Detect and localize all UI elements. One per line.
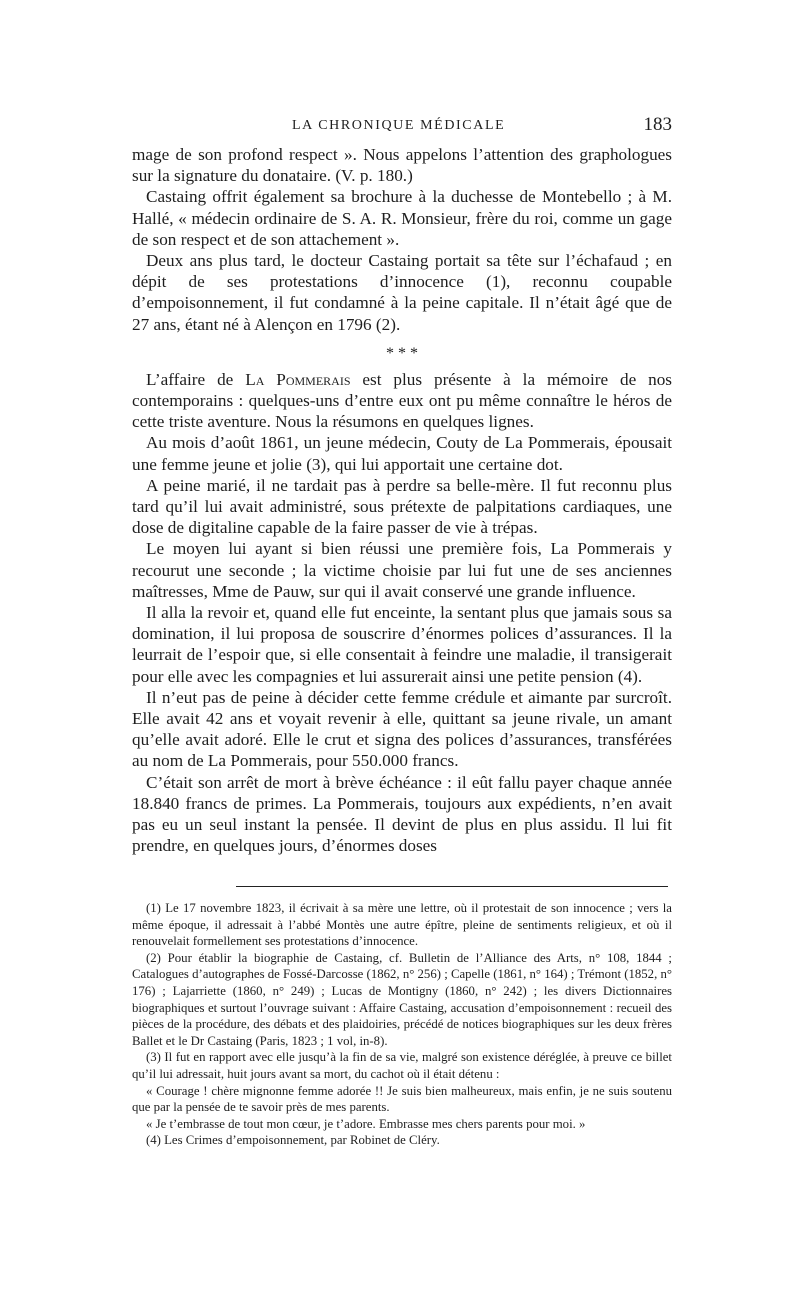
paragraph (132, 369, 672, 433)
paragraph: Le moyen lui ayant si bien réussi une première fois, La Pommerais y recourut une seconde ; la victime choisie par lui fut une de ses anciennes maîtresses, Mme de Pauw, sur qui il avait conservé une grande influence. (132, 539, 672, 601)
page-number: 183 (643, 114, 672, 135)
section-separator: * * * (386, 344, 418, 362)
paragraph: mage de son profond respect ». Nous appelons l’attention des graphologues sur la signature du donataire. (V. p. 180.) (132, 145, 672, 186)
footnote: (2) Pour établir la biographie de Castaing, cf. Bulletin de l’Alliance des Arts, n° 108, 1844 ; Catalogues d’autographes de Fossé-Darcosse (1862, n° 256) ; Capelle (1861, n° 164) ; Trémont (1852, n° 176) ; Lajarriette (1860, n° 249) ; Lucas de Montigny (1860, n° 242) ; les divers Dictionnaires biographiques et surtout l’ouvrage suivant : Affaire Castaing, accusation d’empoisonnement : recueil des pièces de la procédure, des débats et des plaidoiries, précédé de notices biographiques sur les deux frères Ballet et le Dr Castaing (Paris, 1823 ; 1 vol, in-8). (132, 950, 672, 1048)
footnote: (1) Le 17 novembre 1823, il écrivait à sa mère une lettre, où il protestait de son innocence ; vers la même époque, il adressait à l’abbé Montès une autre épître, pleine de sentiments religieux, et où il renouvelait formellement ses protestations d’innocence. (132, 901, 672, 949)
paragraph: Castaing offrit également sa brochure à la duchesse de Montebello ; à M. Hallé, « médecin ordinaire de S. A. R. Monsieur, frère du roi, comme un gage de son respect et de son attachement ». (132, 187, 672, 249)
footnote-quote: « Courage ! chère mignonne femme adorée !! Je suis bien malheureux, mais enfin, je ne suis soutenu que par la pensée de te savoir près de mes parents. (132, 1083, 672, 1115)
paragraph: Au mois d’août 1861, un jeune médecin, Couty de La Pommerais, épousait une femme jeune et jolie (3), qui lui apportait une certaine dot. (132, 433, 672, 474)
text-run: L’affaire de (146, 369, 246, 389)
running-title: LA CHRONIQUE MÉDICALE (292, 118, 506, 133)
surname: La Pommerais (245, 369, 351, 389)
paragraph: Deux ans plus tard, le docteur Castaing portait sa tête sur l’échafaud ; en dépit de ses protestations d’innocence (1), reconnu coupable d’empoisonnement, il fut condamné à la peine capitale. Il n’était âgé que de 27 ans, étant né à Alençon en 1796 (2). (132, 251, 672, 334)
footnote-quote: « Je t’embrasse de tout mon cœur, je t’adore. Embrasse mes chers parents pour moi. » (146, 1116, 586, 1131)
page-header (132, 116, 672, 140)
paragraph: C’était son arrêt de mort à brève échéance : il eût fallu payer chaque année 18.840 francs de primes. La Pommerais, toujours aux expédients, n’en avait pas eu un seul instant la pensée. Il devint de plus en plus assidu. Il lui fit prendre, en quelques jours, d’énormes doses (132, 772, 672, 856)
paragraph: Il n’eut pas de peine à décider cette femme crédule et aimante par surcroît. Elle avait 42 ans et voyait revenir à elle, quittant sa jeune rivale, un amant qu’elle avait adoré. Elle le crut et signa des polices d’assurances, transférées au nom de La Pommerais, pour 550.000 francs. (132, 687, 672, 771)
footnotes (132, 900, 672, 1149)
paragraph: Il alla la revoir et, quand elle fut enceinte, la sentant plus que jamais sous sa domination, il lui proposa de souscrire d’énormes polices d’assurances. Il la leurrait de l’espoir que, si elle consentait à feindre une maladie, il transigerait pour elle avec les compagnies et lui assurerait ainsi une petite pension (4). (132, 603, 672, 686)
footnote-rule (236, 886, 668, 887)
footnote: (4) Les Crimes d’empoisonnement, par Robinet de Cléry. (146, 1133, 440, 1148)
text-run: est plus présente à la mémoire de nos contemporains : quelques-uns d’entre eux ont pu même connaître le héros de cette triste aventure. Nous la résumons en quelques lignes. (132, 369, 672, 432)
footnote: (3) Il fut en rapport avec elle jusqu’à la fin de sa vie, malgré son existence déréglée, à preuve ce billet qu’il lui adressait, huit jours avant sa mort, du cachot où il était détenu : (132, 1050, 672, 1081)
main-text (132, 144, 672, 857)
paragraph: A peine marié, il ne tardait pas à perdre sa belle-mère. Il fut reconnu plus tard qu’il lui avait administré, sous prétexte de palpitations cardiaques, une dose de digitaline capable de la faire passer de vie à trépas. (132, 475, 672, 538)
